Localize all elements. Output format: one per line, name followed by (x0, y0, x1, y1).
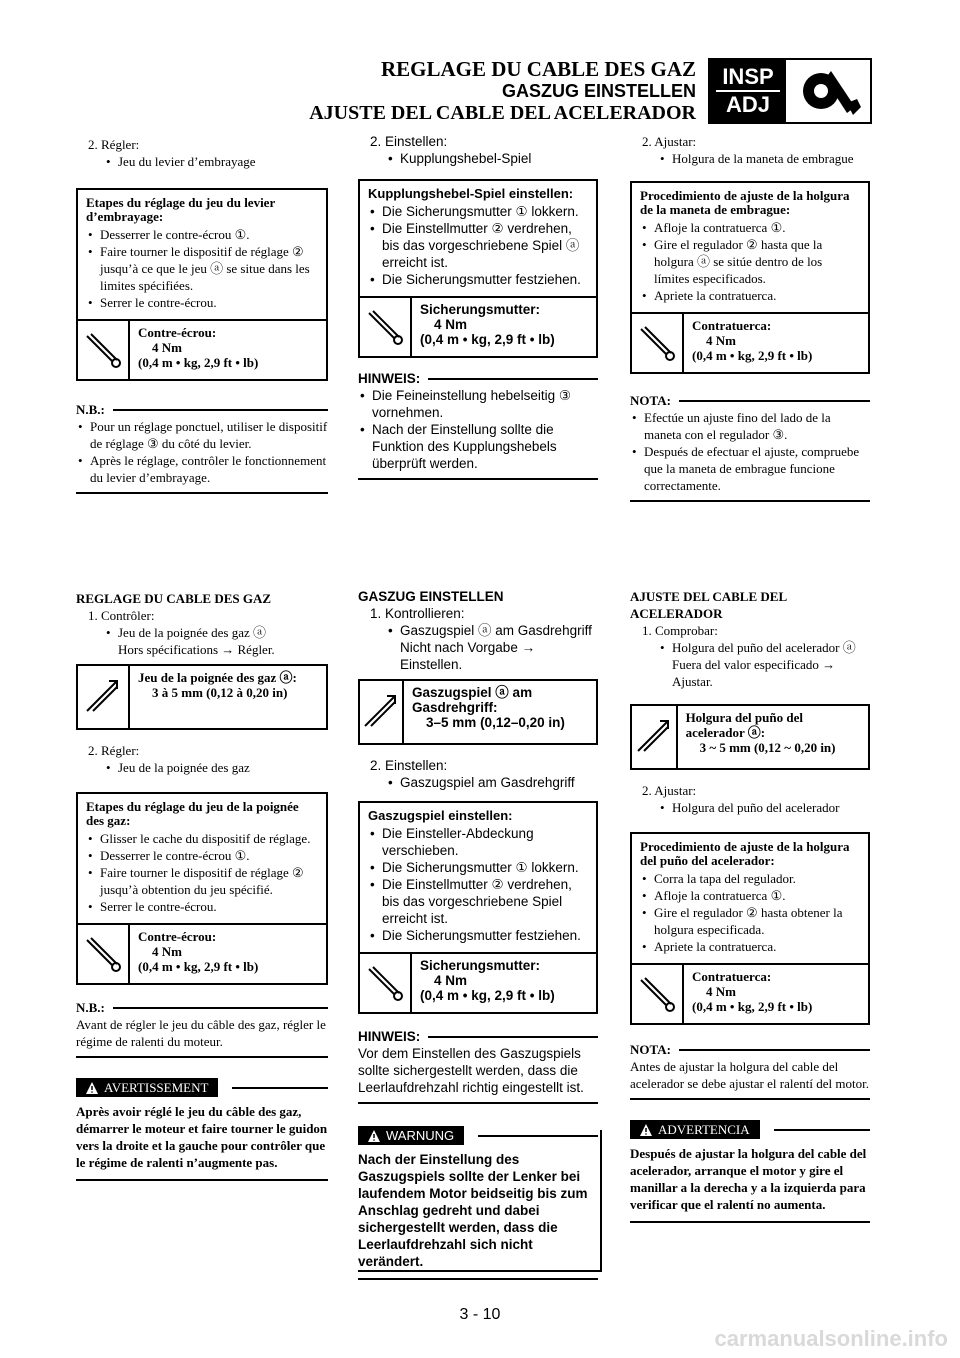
de2-spec-box (358, 679, 598, 745)
fr-throttle-section (76, 590, 328, 1181)
de2-torque-value: 4 Nm (434, 973, 468, 988)
fr2-spec-name: Jeu de la poignée des gaz ⓐ: (138, 670, 297, 685)
fr2-bullet: • Faire tourner le dispositif de réglage ② jusqu’à obtention du jeu spécifié. (86, 864, 318, 898)
de2-warning-header (358, 1126, 598, 1145)
fr2-procedure-box (76, 792, 328, 985)
page-header (300, 58, 696, 124)
fr1-torque-alt: (0,4 m • kg, 2,9 ft • lb) (138, 355, 259, 370)
torque-wrench-icon (83, 330, 123, 370)
es2-title: AJUSTE DEL CABLE DEL ACELERADOR (630, 589, 787, 621)
tab-line1: INSP (716, 64, 780, 92)
es2-torque-value: 4 Nm (706, 984, 736, 999)
de1-torque-alt: (0,4 m • kg, 2,9 ft • lb) (420, 332, 555, 347)
es1-bullet: • Afloje la contratuerca ①. (640, 219, 860, 236)
fr2-title: REGLAGE DU CABLE DES GAZ (76, 591, 272, 606)
fr1-step: 2. Régler: (88, 137, 140, 152)
fr1-bullet: • Serrer le contre-écrou. (86, 294, 318, 311)
de2-step1-item: • Gaszugspiel ⓐ am Gasdrehgriff (386, 622, 598, 639)
fr2-step1-item: • Jeu de la poignée des gaz ⓐ (104, 624, 328, 641)
fr1-note-bullet: • Pour un réglage ponctuel, utiliser le dispositif de réglage ③ du côté du levier. (76, 418, 328, 452)
es1-note-label: NOTA: (630, 393, 671, 408)
fr2-torque-name: Contre-écrou: (138, 929, 217, 944)
fr1-bullet: • Desserrer le contre-écrou ①. (86, 226, 318, 243)
de2-torque-name: Sicherungsmutter: (420, 958, 541, 973)
fr1-torque-name: Contre-écrou: (138, 325, 217, 340)
fr2-bullet: • Serrer le contre-écrou. (86, 898, 318, 915)
fr2-note (76, 999, 328, 1058)
de2-step1: 1. Kontrollieren: (370, 606, 465, 621)
fr2-step2: 2. Régler: (88, 743, 140, 758)
es1-procedure-box (630, 181, 870, 374)
de1-note-label: HINWEIS: (358, 371, 421, 386)
caliper-icon (361, 692, 401, 732)
de1-bullet: • Die Sicherungsmutter ① lokkern. (368, 203, 588, 220)
es1-note (630, 392, 870, 502)
section-tab (708, 58, 872, 124)
header-title-de: GASZUG EINSTELLEN (501, 81, 696, 101)
es1-bullet: • Apriete la contratuerca. (640, 287, 860, 304)
fr2-step1: 1. Contrôler: (88, 608, 155, 623)
de2-torque-alt: (0,4 m • kg, 2,9 ft • lb) (420, 988, 555, 1003)
torque-wrench-icon (637, 323, 677, 363)
torque-wrench-icon (637, 974, 677, 1014)
fr2-bullet: • Desserrer le contre-écrou ①. (86, 847, 318, 864)
de2-note (358, 1028, 598, 1104)
es2-bullet: • Apriete la contratuerca. (640, 938, 860, 955)
de2-step2: 2. Einstellen: (370, 758, 448, 773)
fr2-spec-box (76, 664, 328, 730)
de2-warning-text: Nach der Einstellung des Gaszugspiels sollte der Lenker bei laufendem Motor beidseitig bis zum Anschlag gedreht und dabei sichergestellt werden, dass die Leerlaufdrehzahl sich nicht verändert. (358, 1145, 598, 1280)
fr1-bullet: • Faire tourner le dispositif de réglage ② jusqu’à ce que le jeu ⓐ se situe dans les limites spécifiées. (86, 243, 318, 294)
es1-box-title: Procedimiento de ajuste de la holgura de la maneta de embrague: (640, 188, 850, 217)
fr2-warning-label: AVERTISSEMENT (104, 1080, 209, 1095)
de-clutch-section (358, 133, 598, 480)
es2-step2-item: • Holgura del puño del acelerador (658, 799, 870, 816)
de2-procedure-box (358, 801, 598, 1014)
es-throttle-section (630, 588, 870, 1223)
de2-bullet: • Die Einsteller-Abdeckung verschieben. (368, 825, 588, 859)
es2-step1-sub: Fuera del valor especificado → Ajustar. (672, 657, 836, 689)
es2-procedure-box (630, 832, 870, 1025)
es2-warning-text: Después de ajustar la holgura del cable del acelerador, arranque el motor y gire el manillar a la derecha y a la izquierda para verificar que el ralentí no aumenta. (630, 1139, 870, 1223)
de1-torque-value: 4 Nm (434, 317, 468, 332)
es2-torque-name: Contratuerca: (692, 969, 772, 984)
es2-note-text: Antes de ajustar la holgura del cable del acelerador se debe ajustar el ralentí del motor. (630, 1058, 870, 1100)
es1-note-bullet: • Después de efectuar el ajuste, compruebe que la maneta de embrague funcione correctamente. (630, 443, 870, 494)
torque-wrench-icon (83, 934, 123, 974)
de2-step1-sub: Nicht nach Vorgabe → Einstellen. (400, 640, 536, 672)
fr1-torque-value: 4 Nm (152, 340, 182, 355)
fr1-note (76, 401, 328, 494)
de1-torque-name: Sicherungsmutter: (420, 302, 541, 317)
fr2-spec-value: 3 à 5 mm (0,12 à 0,20 in) (152, 685, 288, 700)
de-throttle-section (358, 588, 598, 1280)
es1-torque-value: 4 Nm (706, 333, 736, 348)
fr2-box-title: Etapes du réglage du jeu de la poignée des gaz: (86, 799, 299, 828)
de1-box-title: Kupplungshebel-Spiel einstellen: (368, 186, 574, 201)
de2-bullet: • Die Sicherungsmutter ① lokkern. (368, 859, 588, 876)
de2-note-text: Vor dem Einstellen des Gaszugspiels sollte sichergestellt werden, dass die Leerlaufdrehzahl richtig eingestellt ist. (358, 1045, 598, 1104)
de1-note-bullet: • Nach der Einstellung sollte die Funktion des Kupplungshebels überprüft werden. (358, 421, 598, 472)
fr2-note-text: Avant de régler le jeu du câble des gaz, régler le régime de ralenti du moteur. (76, 1016, 328, 1058)
es2-step1: 1. Comprobar: (642, 623, 718, 638)
fr2-step2-item: • Jeu de la poignée des gaz (104, 759, 328, 776)
es2-step2: 2. Ajustar: (642, 783, 697, 798)
de2-step2-item: • Gaszugspiel am Gasdrehgriff (386, 774, 598, 791)
es2-spec-box (630, 704, 870, 770)
es1-item: • Holgura de la maneta de embrague (658, 150, 870, 167)
de1-bullet: • Die Sicherungsmutter festziehen. (368, 271, 588, 288)
de1-note (358, 370, 598, 480)
es2-spec-name: Holgura del puño del acelerador ⓐ: (685, 710, 803, 740)
warning-icon (86, 1082, 98, 1094)
de1-item: • Kupplungshebel-Spiel (386, 150, 598, 167)
warning-icon (368, 1130, 380, 1142)
de2-bullet: • Die Sicherungsmutter festziehen. (368, 927, 588, 944)
fr2-note-label: N.B.: (76, 1000, 105, 1015)
fr2-warning-text: Après avoir réglé le jeu du câble des gaz, démarrer le moteur et faire tourner le guidon vers la droite et la gauche pour contrôler que le régime de ralenti n’augmente pas. (76, 1097, 328, 1181)
es2-torque-alt: (0,4 m • kg, 2,9 ft • lb) (692, 999, 813, 1014)
es2-note-label: NOTA: (630, 1042, 671, 1057)
fr-clutch-section (76, 136, 328, 494)
de2-warning-label: WARNUNG (386, 1128, 455, 1143)
es2-spec-value: 3 ~ 5 mm (0,12 ~ 0,20 in) (699, 740, 836, 755)
de1-procedure-box (358, 179, 598, 358)
warning-icon (640, 1124, 652, 1136)
es1-step: 2. Ajustar: (642, 134, 697, 149)
de1-note-bullet: • Die Feineinstellung hebelseitig ③ vornehmen. (358, 387, 598, 421)
tab-line2: ADJ (725, 92, 770, 117)
fr1-note-label: N.B.: (76, 402, 105, 417)
header-title-es: AJUSTE DEL CABLE DEL ACELERADOR (309, 102, 696, 124)
torque-wrench-icon (365, 307, 405, 347)
column-rule (600, 1130, 602, 1272)
fr1-procedure-box (76, 188, 328, 381)
de2-bullet: • Die Einstellmutter ② verdrehen, bis das vorgeschriebene Spiel erreicht ist. (368, 876, 588, 927)
es2-bullet: • Gire el regulador ② hasta obtener la holgura especificada. (640, 904, 860, 938)
torque-wrench-icon (365, 963, 405, 1003)
es2-note (630, 1041, 870, 1100)
header-title-fr: REGLAGE DU CABLE DES GAZ (380, 57, 696, 81)
fr2-torque-alt: (0,4 m • kg, 2,9 ft • lb) (138, 959, 259, 974)
fr1-note-bullet: • Après le réglage, contrôler le fonctionnement du levier d’embrayage. (76, 452, 328, 486)
caliper-icon (83, 677, 123, 717)
column-rule (358, 1270, 602, 1272)
fr2-torque-value: 4 Nm (152, 944, 182, 959)
es1-torque-alt: (0,4 m • kg, 2,9 ft • lb) (692, 348, 813, 363)
page-number: 3 - 10 (459, 1306, 501, 1323)
es2-bullet: • Corra la tapa del regulador. (640, 870, 860, 887)
fr1-box-title: Etapes du réglage du jeu du levier d’embrayage: (86, 195, 275, 224)
caliper-icon (634, 717, 674, 757)
de2-spec-value: 3–5 mm (0,12–0,20 in) (426, 715, 565, 730)
es2-warning-header (630, 1120, 870, 1139)
de1-bullet: • Die Einstellmutter ② verdrehen, bis das vorgeschriebene Spiel ⓐ erreicht ist. (368, 220, 588, 271)
es2-warning-label: ADVERTENCIA (658, 1122, 750, 1137)
es2-bullet: • Afloje la contratuerca ①. (640, 887, 860, 904)
de2-note-label: HINWEIS: (358, 1029, 421, 1044)
es-clutch-section (630, 133, 870, 502)
de2-spec-name: Gaszugspiel ⓐ am Gasdrehgriff: (412, 685, 533, 715)
fr1-item: • Jeu du levier d’embrayage (104, 153, 328, 170)
de2-box-title: Gaszugspiel einstellen: (368, 808, 513, 823)
es1-torque-name: Contratuerca: (692, 318, 772, 333)
es2-box-title: Procedimiento de ajuste de la holgura del puño del acelerador: (640, 839, 850, 868)
es2-step1-item: • Holgura del puño del acelerador ⓐ (658, 639, 870, 656)
fr2-bullet: • Glisser le cache du dispositif de réglage. (86, 830, 318, 847)
es1-note-bullet: • Efectúe un ajuste fino del lado de la maneta con el regulador ③. (630, 409, 870, 443)
fr2-warning-header (76, 1078, 328, 1097)
de1-step: 2. Einstellen: (370, 134, 448, 149)
fr2-step1-sub: Hors spécifications → Régler. (118, 642, 275, 657)
wrench-gear-icon (793, 63, 863, 119)
de2-title: GASZUG EINSTELLEN (358, 589, 504, 604)
watermark: carmanualsonline.info (714, 1326, 948, 1351)
es1-bullet: • Gire el regulador ② hasta que la holgura ⓐ se sitúe dentro de los límites especificados. (640, 236, 860, 287)
